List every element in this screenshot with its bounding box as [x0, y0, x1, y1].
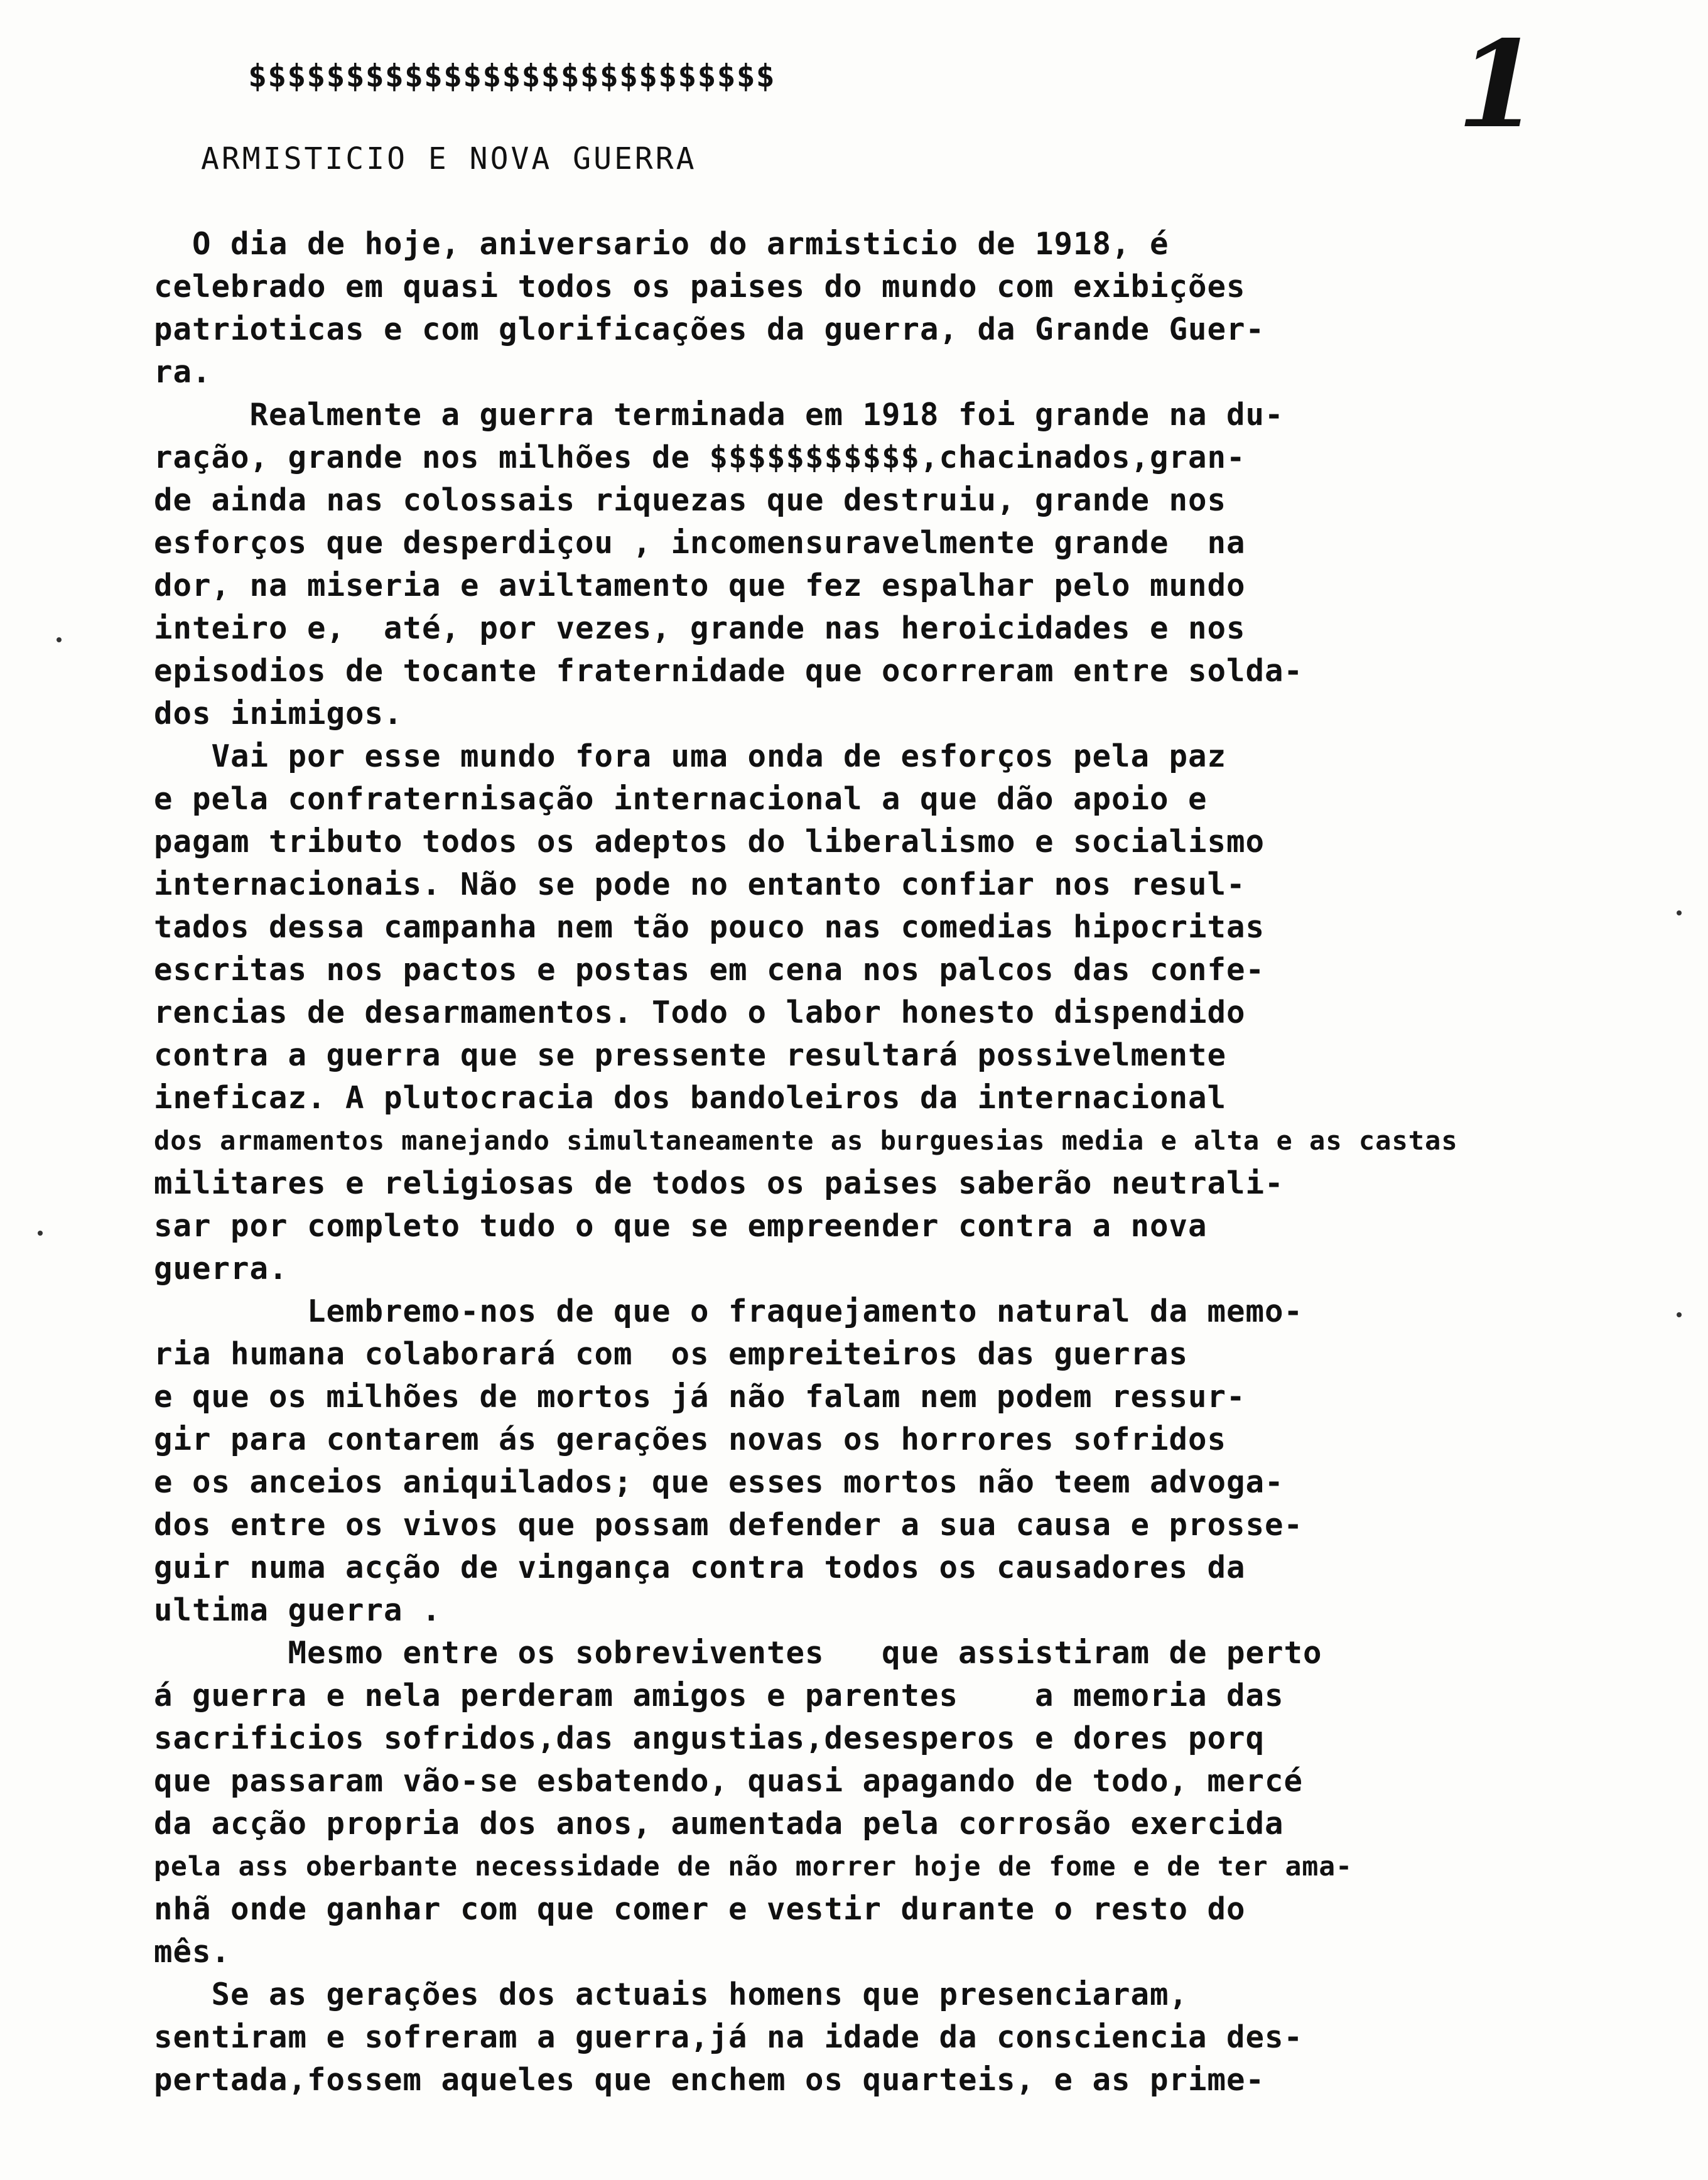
text-line: celebrado em quasi todos os paises do mundo com exibições	[154, 269, 1246, 305]
text-line: episodios de tocante fraternidade que ocorreram entre solda-	[154, 653, 1304, 689]
handwritten-page-number: 1	[1457, 14, 1540, 154]
text-line: O dia de hoje, aniversario do armisticio de 1918, é	[154, 226, 1169, 262]
text-line: de ainda nas colossais riquezas que destruiu, grande nos	[154, 482, 1227, 518]
text-line: ineficaz. A plutocracia dos bandoleiros da internacional	[154, 1080, 1227, 1116]
text-line: rencias de desarmamentos. Todo o labor honesto dispendido	[154, 995, 1246, 1030]
text-line: Vai por esse mundo fora uma onda de esforços pela paz	[154, 738, 1227, 774]
paragraph-5	[154, 1632, 1661, 1973]
text-line: dor, na miseria e aviltamento que fez espalhar pelo mundo	[154, 568, 1246, 603]
paragraph-4	[154, 1290, 1661, 1632]
text-line: dos armamentos manejando simultaneamente as burguesias media e alta e as castas	[154, 1125, 1458, 1156]
paragraph-2	[154, 394, 1661, 735]
text-line: ultima guerra .	[154, 1592, 441, 1628]
document-title: ARMISTICIO E NOVA GUERRA	[201, 141, 697, 176]
paragraph-1	[154, 223, 1661, 394]
text-line: ra.	[154, 354, 212, 390]
header-dollar-marks: $$$$$$$$$$$$$$$$$$$$$$$$$$$	[248, 58, 776, 94]
stray-ink-dot	[1677, 910, 1682, 915]
stray-ink-dot	[1677, 1312, 1682, 1317]
text-line: gir para contarem ás gerações novas os horrores sofridos	[154, 1422, 1227, 1457]
text-line: Mesmo entre os sobreviventes que assistiram de perto	[154, 1635, 1322, 1671]
text-line: dos entre os vivos que possam defender a sua causa e prosse-	[154, 1507, 1304, 1543]
text-line: Se as gerações dos actuais homens que presenciaram,	[154, 1977, 1189, 2012]
text-line: nhã onde ganhar com que comer e vestir durante o resto do	[154, 1891, 1246, 1927]
text-line: dos inimigos.	[154, 696, 403, 731]
paragraph-3	[154, 735, 1661, 1290]
text-line: inteiro e, até, por vezes, grande nas heroicidades e nos	[154, 610, 1246, 646]
text-line: sentiram e sofreram a guerra,já na idade da consciencia des-	[154, 2019, 1304, 2055]
text-line: pela ass oberbante necessidade de não morrer hoje de fome e de ter ama-	[154, 1851, 1353, 1882]
text-line: da acção propria dos anos, aumentada pela corrosão exercida	[154, 1806, 1284, 1842]
text-line: e pela confraternisação internacional a que dão apoio e	[154, 781, 1208, 817]
text-line: sar por completo tudo o que se empreender contra a nova	[154, 1208, 1208, 1244]
text-line: militares e religiosas de todos os paises saberão neutrali-	[154, 1165, 1284, 1201]
body-text	[154, 223, 1661, 2102]
text-line: ração, grande nos milhões de $$$$$$$$$$$,chacinados,gran-	[154, 440, 1246, 475]
text-line: contra a guerra que se pressente resultará possivelmente	[154, 1037, 1227, 1073]
text-line: mês.	[154, 1934, 231, 1970]
stray-ink-dot	[57, 637, 62, 642]
stray-ink-dot	[38, 1231, 43, 1236]
text-line: guerra.	[154, 1251, 288, 1287]
text-line: escritas nos pactos e postas em cena nos palcos das confe-	[154, 952, 1265, 988]
text-line: Realmente a guerra terminada em 1918 foi grande na du-	[154, 397, 1284, 433]
text-line: tados dessa campanha nem tão pouco nas comedias hipocritas	[154, 909, 1265, 945]
text-line: e os anceios aniquilados; que esses mortos não teem advoga-	[154, 1464, 1284, 1500]
text-line: Lembremo-nos de que o fraquejamento natural da memo-	[154, 1293, 1304, 1329]
text-line: pertada,fossem aqueles que enchem os quarteis, e as prime-	[154, 2062, 1265, 2098]
text-line: esforços que desperdiçou , incomensuravelmente grande na	[154, 525, 1246, 561]
text-line: pagam tributo todos os adeptos do liberalismo e socialismo	[154, 824, 1265, 860]
text-line: internacionais. Não se pode no entanto confiar nos resul-	[154, 866, 1246, 902]
paragraph-6	[154, 1973, 1661, 2102]
text-line: ria humana colaborará com os empreiteiros das guerras	[154, 1336, 1189, 1372]
text-line: á guerra e nela perderam amigos e parentes a memoria das	[154, 1678, 1284, 1713]
text-line: e que os milhões de mortos já não falam nem podem ressur-	[154, 1379, 1246, 1415]
text-line: patrioticas e com glorificações da guerra, da Grande Guer-	[154, 311, 1265, 347]
text-line: que passaram vão-se esbatendo, quasi apagando de todo, mercé	[154, 1763, 1304, 1799]
text-line: guir numa acção de vingança contra todos os causadores da	[154, 1550, 1246, 1585]
text-line: sacrificios sofridos,das angustias,desesperos e dores porq	[154, 1720, 1265, 1756]
